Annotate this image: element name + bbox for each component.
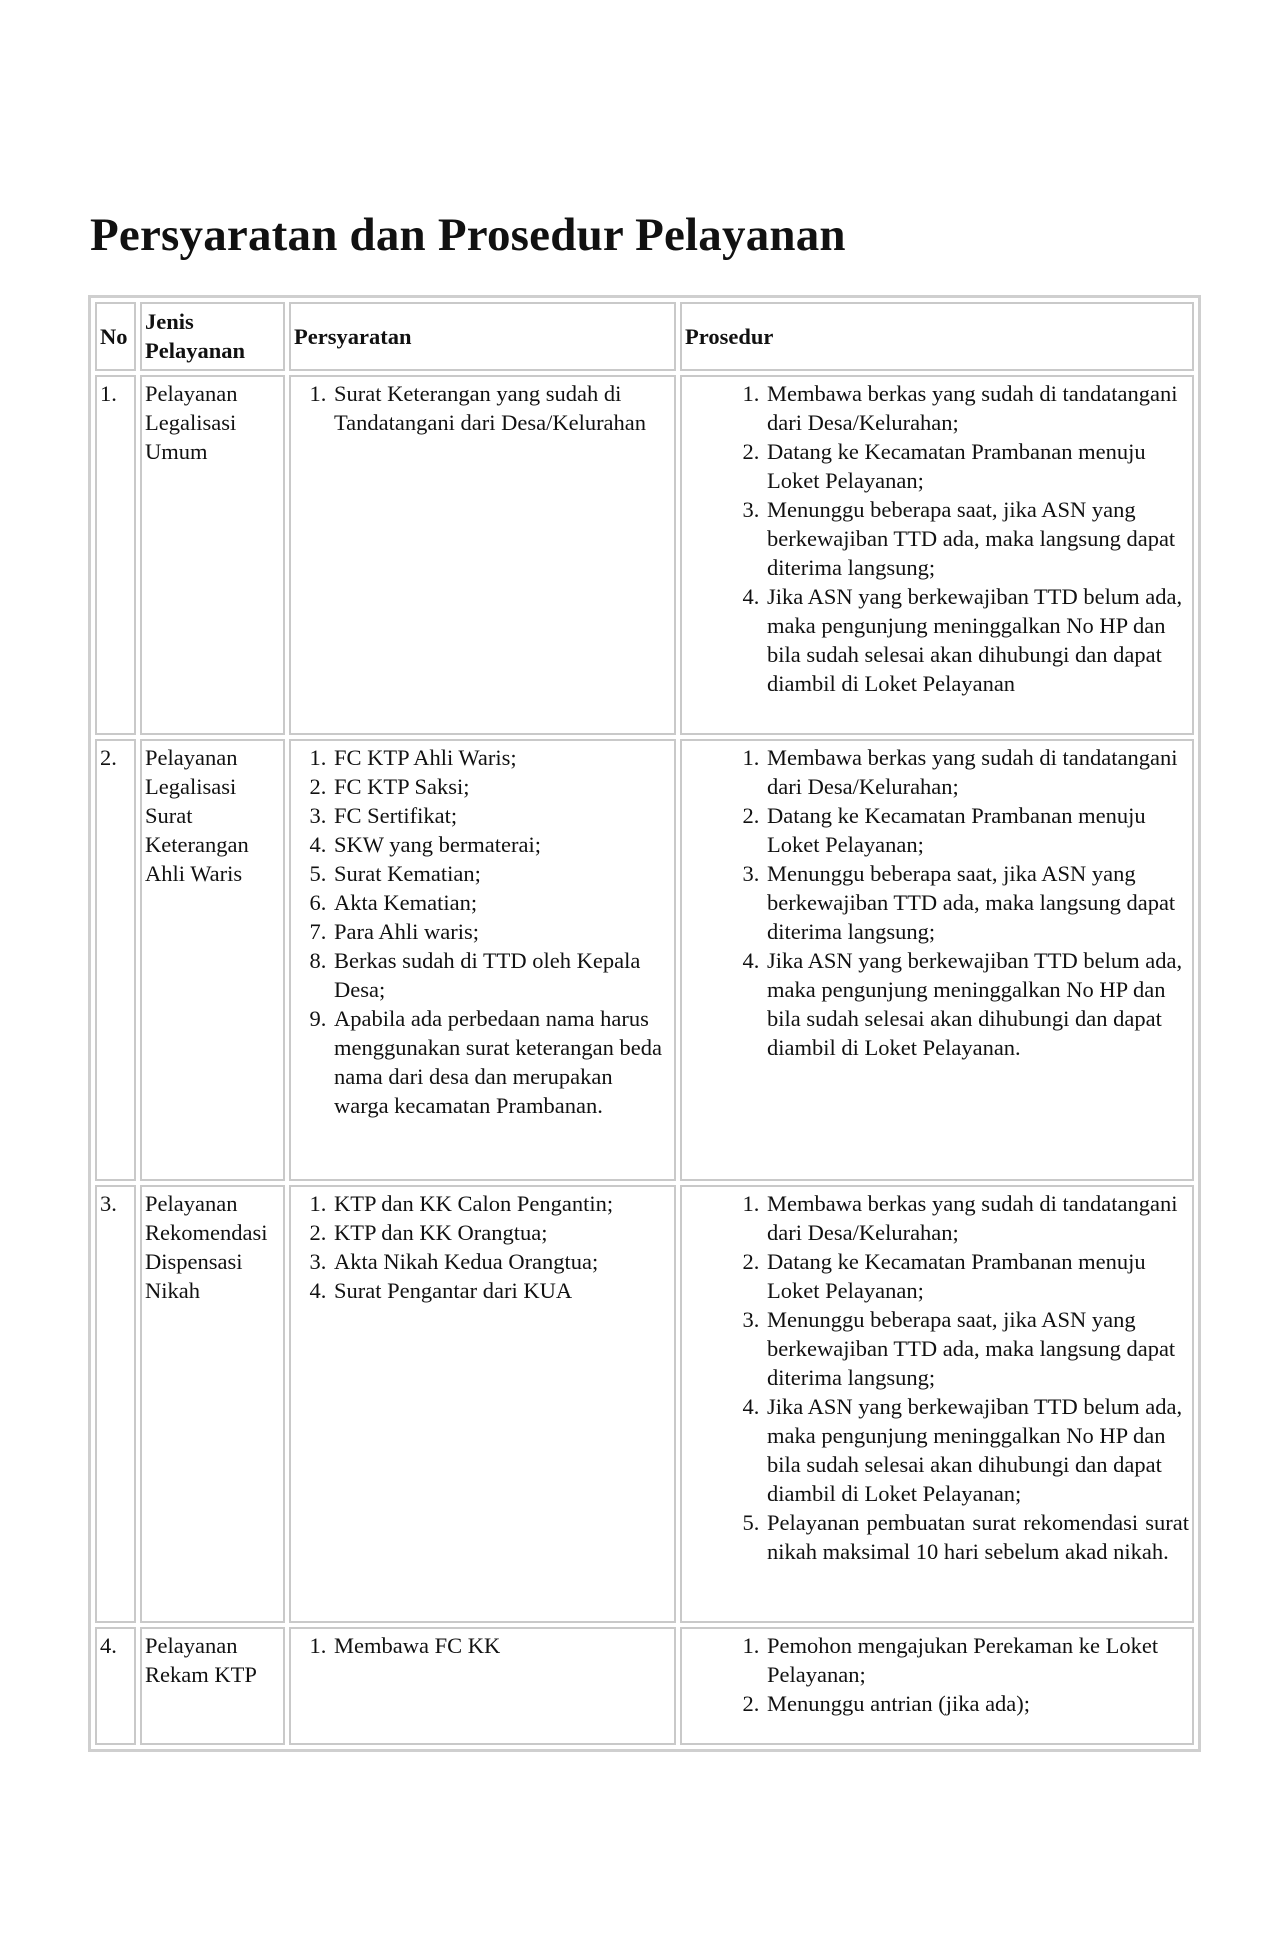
requirements-cell <box>289 739 676 1181</box>
procedure-item: 4. Jika ASN yang berkewajiban TTD belum ada, maka pengunjung meninggalkan No HP dan bila sudah selesai akan dihubungi dan dapat diambil di Loket Pelayanan. <box>765 946 1189 1062</box>
service-name: Pelayanan Legalisasi Surat Keterangan Ahli Waris <box>140 739 285 1181</box>
procedure-item: 5. Pelayanan pembuatan surat rekomendasi surat nikah maksimal 10 hari sebelum akad nikah. <box>765 1508 1189 1566</box>
service-name: Pelayanan Legalisasi Umum <box>140 375 285 735</box>
requirements-cell <box>289 375 676 735</box>
header-persyaratan: Persyaratan <box>289 302 676 371</box>
row-number: 1. <box>95 375 136 735</box>
header-no: No <box>95 302 136 371</box>
requirement-item: 1. Surat Keterangan yang sudah di Tandatangani dari Desa/Kelurahan <box>332 379 671 437</box>
procedure-cell <box>680 739 1194 1181</box>
table-header-row <box>95 302 1194 371</box>
requirement-item: 4. SKW yang bermaterai; <box>332 830 671 859</box>
procedure-item: 4. Jika ASN yang berkewajiban TTD belum ada, maka pengunjung meninggalkan No HP dan bila sudah selesai akan dihubungi dan dapat diambil di Loket Pelayanan; <box>765 1392 1189 1508</box>
requirement-item: 7. Para Ahli waris; <box>332 917 671 946</box>
header-jenis-pelayanan: Jenis Pelayanan <box>140 302 285 371</box>
requirement-item: 6. Akta Kematian; <box>332 888 671 917</box>
requirement-item: 2. KTP dan KK Orangtua; <box>332 1218 671 1247</box>
header-prosedur: Prosedur <box>680 302 1194 371</box>
requirement-item: 8. Berkas sudah di TTD oleh Kepala Desa; <box>332 946 671 1004</box>
table-row <box>95 1627 1194 1745</box>
requirement-item: 3. Akta Nikah Kedua Orangtua; <box>332 1247 671 1276</box>
table-row <box>95 1185 1194 1623</box>
procedure-item: 3. Menunggu beberapa saat, jika ASN yang berkewajiban TTD ada, maka langsung dapat diterima langsung; <box>765 859 1189 946</box>
requirements-list <box>294 1189 671 1305</box>
requirement-item: 9. Apabila ada perbedaan nama harus menggunakan surat keterangan beda nama dari desa dan merupakan warga kecamatan Prambanan. <box>332 1004 671 1120</box>
service-table <box>88 295 1201 1752</box>
procedure-cell <box>680 375 1194 735</box>
row-number: 4. <box>95 1627 136 1745</box>
table-row <box>95 739 1194 1181</box>
procedure-item: 1. Membawa berkas yang sudah di tandatangani dari Desa/Kelurahan; <box>765 1189 1189 1247</box>
procedure-item: 1. Pemohon mengajukan Perekaman ke Loket Pelayanan; <box>765 1631 1189 1689</box>
row-number: 3. <box>95 1185 136 1623</box>
procedure-item: 3. Menunggu beberapa saat, jika ASN yang berkewajiban TTD ada, maka langsung dapat diterima langsung; <box>765 1305 1189 1392</box>
table-row <box>95 375 1194 735</box>
procedure-item: 2. Datang ke Kecamatan Prambanan menuju Loket Pelayanan; <box>765 437 1189 495</box>
procedure-item: 1. Membawa berkas yang sudah di tandatangani dari Desa/Kelurahan; <box>765 743 1189 801</box>
requirement-item: 1. FC KTP Ahli Waris; <box>332 743 671 772</box>
procedure-item: 2. Datang ke Kecamatan Prambanan menuju Loket Pelayanan; <box>765 1247 1189 1305</box>
requirement-item: 1. KTP dan KK Calon Pengantin; <box>332 1189 671 1218</box>
procedure-item: 2. Menunggu antrian (jika ada); <box>765 1689 1189 1718</box>
requirement-item: 2. FC KTP Saksi; <box>332 772 671 801</box>
requirements-cell <box>289 1627 676 1745</box>
procedure-item: 1. Membawa berkas yang sudah di tandatangani dari Desa/Kelurahan; <box>765 379 1189 437</box>
service-name: Pelayanan Rekam KTP <box>140 1627 285 1745</box>
procedure-cell <box>680 1185 1194 1623</box>
row-number: 2. <box>95 739 136 1181</box>
procedure-item: 4. Jika ASN yang berkewajiban TTD belum ada, maka pengunjung meninggalkan No HP dan bila sudah selesai akan dihubungi dan dapat diambil di Loket Pelayanan <box>765 582 1189 698</box>
procedure-list <box>717 1631 1189 1718</box>
requirement-item: 5. Surat Kematian; <box>332 859 671 888</box>
procedure-cell <box>680 1627 1194 1745</box>
procedure-list <box>717 1189 1189 1566</box>
requirements-list <box>294 743 671 1120</box>
procedure-item: 3. Menunggu beberapa saat, jika ASN yang berkewajiban TTD ada, maka langsung dapat diterima langsung; <box>765 495 1189 582</box>
requirement-item: 1. Membawa FC KK <box>332 1631 671 1660</box>
procedure-list <box>717 743 1189 1062</box>
procedure-item: 2. Datang ke Kecamatan Prambanan menuju Loket Pelayanan; <box>765 801 1189 859</box>
requirements-list <box>294 1631 671 1660</box>
page-title: Persyaratan dan Prosedur Pelayanan <box>90 209 846 261</box>
requirements-list <box>294 379 671 437</box>
procedure-list <box>717 379 1189 698</box>
requirements-cell <box>289 1185 676 1623</box>
requirement-item: 3. FC Sertifikat; <box>332 801 671 830</box>
service-name: Pelayanan Rekomendasi Dispensasi Nikah <box>140 1185 285 1623</box>
requirement-item: 4. Surat Pengantar dari KUA <box>332 1276 671 1305</box>
